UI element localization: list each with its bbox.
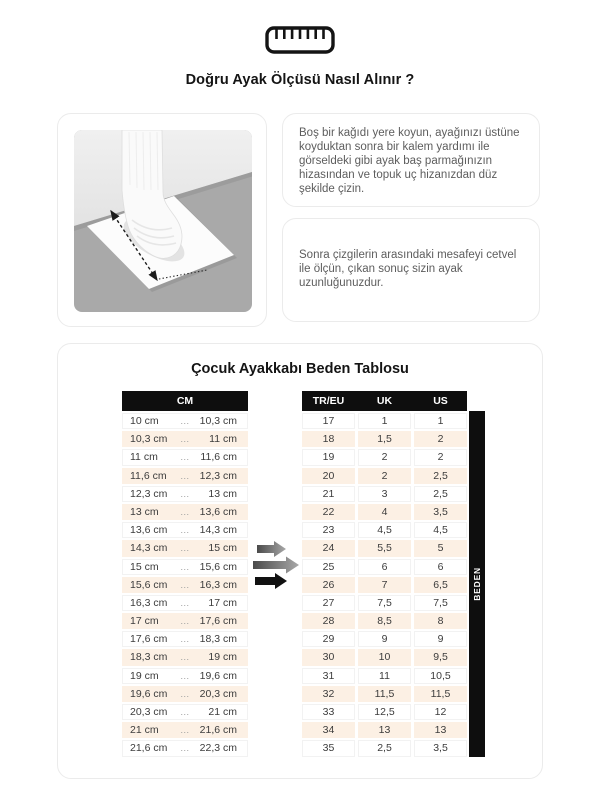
uk-value: 3 [358, 486, 411, 502]
cm-max-value: 13,6 cm [199, 505, 237, 518]
cm-max-value: 11 cm [209, 433, 237, 446]
ruler-icon [0, 24, 600, 56]
tr-eu-value: 21 [302, 486, 355, 502]
size-table-row [302, 486, 467, 502]
cm-table-row [122, 540, 248, 556]
range-separator: ... [180, 416, 190, 426]
cm-max-value: 10,3 cm [199, 415, 237, 427]
tr-eu-value: 22 [302, 504, 355, 520]
uk-value: 2 [358, 468, 411, 484]
instruction-step-2-text: Sonra çizgilerin arasındaki mesafeyi cetvel ile ölçün, çıkan sonuç sizin ayak uzunluğunuzdur. [299, 249, 517, 289]
cm-table [122, 391, 248, 757]
size-table-row [302, 704, 467, 720]
cm-min-value: 15,6 cm [130, 578, 168, 591]
tr-eu-value: 29 [302, 631, 355, 647]
size-table-title: Çocuk Ayakkabı Beden Tablosu [191, 361, 409, 377]
cm-max-value: 14,3 cm [199, 524, 237, 537]
size-table-row [302, 577, 467, 593]
cm-table-row [122, 686, 248, 702]
cm-min-value: 11,6 cm [130, 469, 167, 482]
size-table-body [302, 413, 467, 757]
tr-eu-value: 28 [302, 613, 355, 629]
beden-label: BEDEN [471, 567, 482, 601]
cm-min-value: 20,3 cm [130, 706, 168, 718]
us-value: 10,5 [414, 668, 467, 684]
page-title: Doğru Ayak Ölçüsü Nasıl Alınır ? [185, 72, 415, 88]
uk-value: 5,5 [358, 540, 411, 556]
size-table-row [302, 686, 467, 702]
cm-min-value: 11 cm [130, 451, 158, 464]
range-separator: ... [180, 434, 190, 445]
uk-value: 11 [358, 668, 411, 684]
cm-min-value: 10 cm [130, 415, 159, 427]
uk-value: 13 [358, 722, 411, 738]
tr-eu-value: 17 [302, 413, 355, 429]
size-table-row [302, 431, 467, 447]
cm-table-row [122, 595, 248, 611]
cm-max-value: 17,6 cm [199, 615, 237, 628]
tr-eu-value: 34 [302, 722, 355, 738]
cm-table-row [122, 468, 248, 484]
range-separator: ... [180, 725, 190, 736]
size-column-header: TR/EU [312, 395, 345, 407]
cm-min-value: 19 cm [130, 669, 159, 682]
uk-value: 7,5 [358, 595, 411, 611]
tr-eu-value: 35 [302, 740, 355, 756]
cm-max-value: 19,6 cm [199, 669, 237, 682]
range-separator: ... [180, 616, 190, 627]
cm-table-row [122, 668, 248, 684]
us-value: 13 [414, 722, 467, 738]
tr-eu-value: 18 [302, 431, 355, 447]
range-separator: ... [180, 561, 190, 572]
size-table-row [302, 595, 467, 611]
uk-value: 12,5 [358, 704, 411, 720]
range-separator: ... [180, 670, 190, 681]
range-separator: ... [180, 525, 190, 536]
us-value: 11,5 [414, 686, 467, 702]
us-value: 4,5 [414, 522, 467, 538]
uk-value: 8,5 [358, 613, 411, 629]
size-table-row [302, 649, 467, 665]
foot-on-paper-illustration [74, 130, 252, 312]
us-value: 6 [414, 559, 467, 575]
size-table-row [302, 468, 467, 484]
cm-table-row [122, 413, 248, 429]
cm-table-row [122, 613, 248, 629]
cm-table-row [122, 704, 248, 720]
us-value: 8 [414, 613, 467, 629]
arrow-top [257, 541, 286, 557]
range-separator: ... [180, 579, 190, 590]
range-separator: ... [180, 543, 190, 554]
foot-measure-photo [57, 113, 267, 327]
cm-table-row [122, 504, 248, 520]
us-value: 2 [414, 431, 467, 447]
cm-table-body [122, 413, 248, 757]
cm-max-value: 20,3 cm [199, 687, 237, 700]
size-table-row [302, 413, 467, 429]
size-table-header [302, 391, 467, 411]
size-table-row [302, 722, 467, 738]
range-separator: ... [180, 452, 190, 463]
cm-min-value: 17,6 cm [130, 633, 168, 646]
cm-table-row [122, 486, 248, 502]
size-table-row [302, 504, 467, 520]
uk-value: 1 [358, 413, 411, 429]
cm-max-value: 16,3 cm [199, 578, 237, 591]
cm-max-value: 21 cm [208, 706, 237, 718]
size-table [302, 391, 467, 757]
cm-min-value: 21,6 cm [130, 742, 168, 755]
uk-value: 2 [358, 449, 411, 465]
cm-table-row [122, 431, 248, 447]
range-separator: ... [180, 652, 190, 663]
size-table-row [302, 740, 467, 756]
us-value: 5 [414, 540, 467, 556]
tr-eu-value: 31 [302, 668, 355, 684]
size-table-row [302, 559, 467, 575]
uk-value: 9 [358, 631, 411, 647]
range-separator: ... [180, 707, 190, 717]
tr-eu-value: 25 [302, 559, 355, 575]
cm-min-value: 21 cm [130, 724, 159, 737]
range-separator: ... [180, 743, 190, 754]
us-value: 3,5 [414, 740, 467, 756]
cm-min-value: 17 cm [130, 615, 159, 628]
cm-min-value: 19,6 cm [130, 687, 168, 700]
tr-eu-value: 23 [302, 522, 355, 538]
tr-eu-value: 32 [302, 686, 355, 702]
cm-max-value: 15,6 cm [199, 560, 237, 573]
cm-max-value: 17 cm [208, 596, 237, 609]
us-value: 12 [414, 704, 467, 720]
tr-eu-value: 19 [302, 449, 355, 465]
size-column-header: UK [376, 395, 393, 407]
cm-table-row [122, 722, 248, 738]
cm-min-value: 12,3 cm [130, 487, 168, 500]
cm-table-row [122, 522, 248, 538]
instruction-step-1-text: Boş bir kağıdı yere koyun, ayağınızı üstüne koyduktan sonra bir kalem yardımı ile görseldeki gibi ayak baş parmağınızın hizasından ve topuk uç hizanızdan düz şekilde çizin. [299, 127, 520, 195]
cm-max-value: 19 cm [208, 651, 237, 664]
beden-bar [469, 411, 485, 757]
cm-min-value: 14,3 cm [130, 542, 168, 555]
cm-table-row [122, 649, 248, 665]
tr-eu-value: 24 [302, 540, 355, 556]
range-separator: ... [180, 506, 190, 517]
uk-value: 4,5 [358, 522, 411, 538]
uk-value: 4 [358, 504, 411, 520]
size-column-header: US [433, 395, 448, 407]
size-table-row [302, 668, 467, 684]
uk-value: 6 [358, 559, 411, 575]
cm-table-header: CM [122, 391, 248, 411]
cm-min-value: 18,3 cm [130, 651, 168, 664]
us-value: 9 [414, 631, 467, 647]
size-table-row [302, 522, 467, 538]
tr-eu-value: 33 [302, 704, 355, 720]
cm-table-row [122, 740, 248, 756]
us-value: 2,5 [414, 486, 467, 502]
cm-min-value: 15 cm [130, 560, 159, 573]
range-separator: ... [180, 470, 190, 481]
cm-max-value: 22,3 cm [199, 742, 237, 755]
tr-eu-value: 26 [302, 577, 355, 593]
arrow-middle [253, 557, 299, 574]
instruction-step-2 [282, 218, 540, 322]
size-table-row [302, 613, 467, 629]
cm-min-value: 13,6 cm [130, 524, 168, 537]
cm-table-row [122, 449, 248, 465]
size-table-row [302, 540, 467, 556]
size-table-row [302, 631, 467, 647]
range-separator: ... [180, 488, 190, 499]
size-table-card [57, 343, 543, 779]
tr-eu-value: 30 [302, 649, 355, 665]
cm-min-value: 16,3 cm [130, 596, 168, 609]
size-table-row [302, 449, 467, 465]
us-value: 9,5 [414, 649, 467, 665]
uk-value: 11,5 [358, 686, 411, 702]
tr-eu-value: 27 [302, 595, 355, 611]
cm-max-value: 11,6 cm [200, 451, 237, 464]
cm-min-value: 13 cm [130, 505, 159, 518]
cm-min-value: 10,3 cm [130, 433, 168, 446]
uk-value: 1,5 [358, 431, 411, 447]
tr-eu-value: 20 [302, 468, 355, 484]
range-separator: ... [180, 688, 190, 699]
cm-max-value: 18,3 cm [199, 633, 237, 646]
instruction-step-1 [282, 113, 540, 207]
us-value: 2 [414, 449, 467, 465]
cm-table-row [122, 559, 248, 575]
us-value: 2,5 [414, 468, 467, 484]
arrow-bottom [255, 573, 287, 589]
uk-value: 7 [358, 577, 411, 593]
cm-max-value: 12,3 cm [199, 469, 237, 482]
cm-table-row [122, 631, 248, 647]
uk-value: 2,5 [358, 740, 411, 756]
us-value: 1 [414, 413, 467, 429]
us-value: 3,5 [414, 504, 467, 520]
range-separator: ... [180, 597, 190, 608]
us-value: 6,5 [414, 577, 467, 593]
us-value: 7,5 [414, 595, 467, 611]
uk-value: 10 [358, 649, 411, 665]
range-separator: ... [180, 634, 190, 645]
cm-table-row [122, 577, 248, 593]
cm-max-value: 15 cm [208, 542, 237, 555]
cm-max-value: 21,6 cm [199, 724, 237, 737]
cm-max-value: 13 cm [208, 487, 237, 500]
